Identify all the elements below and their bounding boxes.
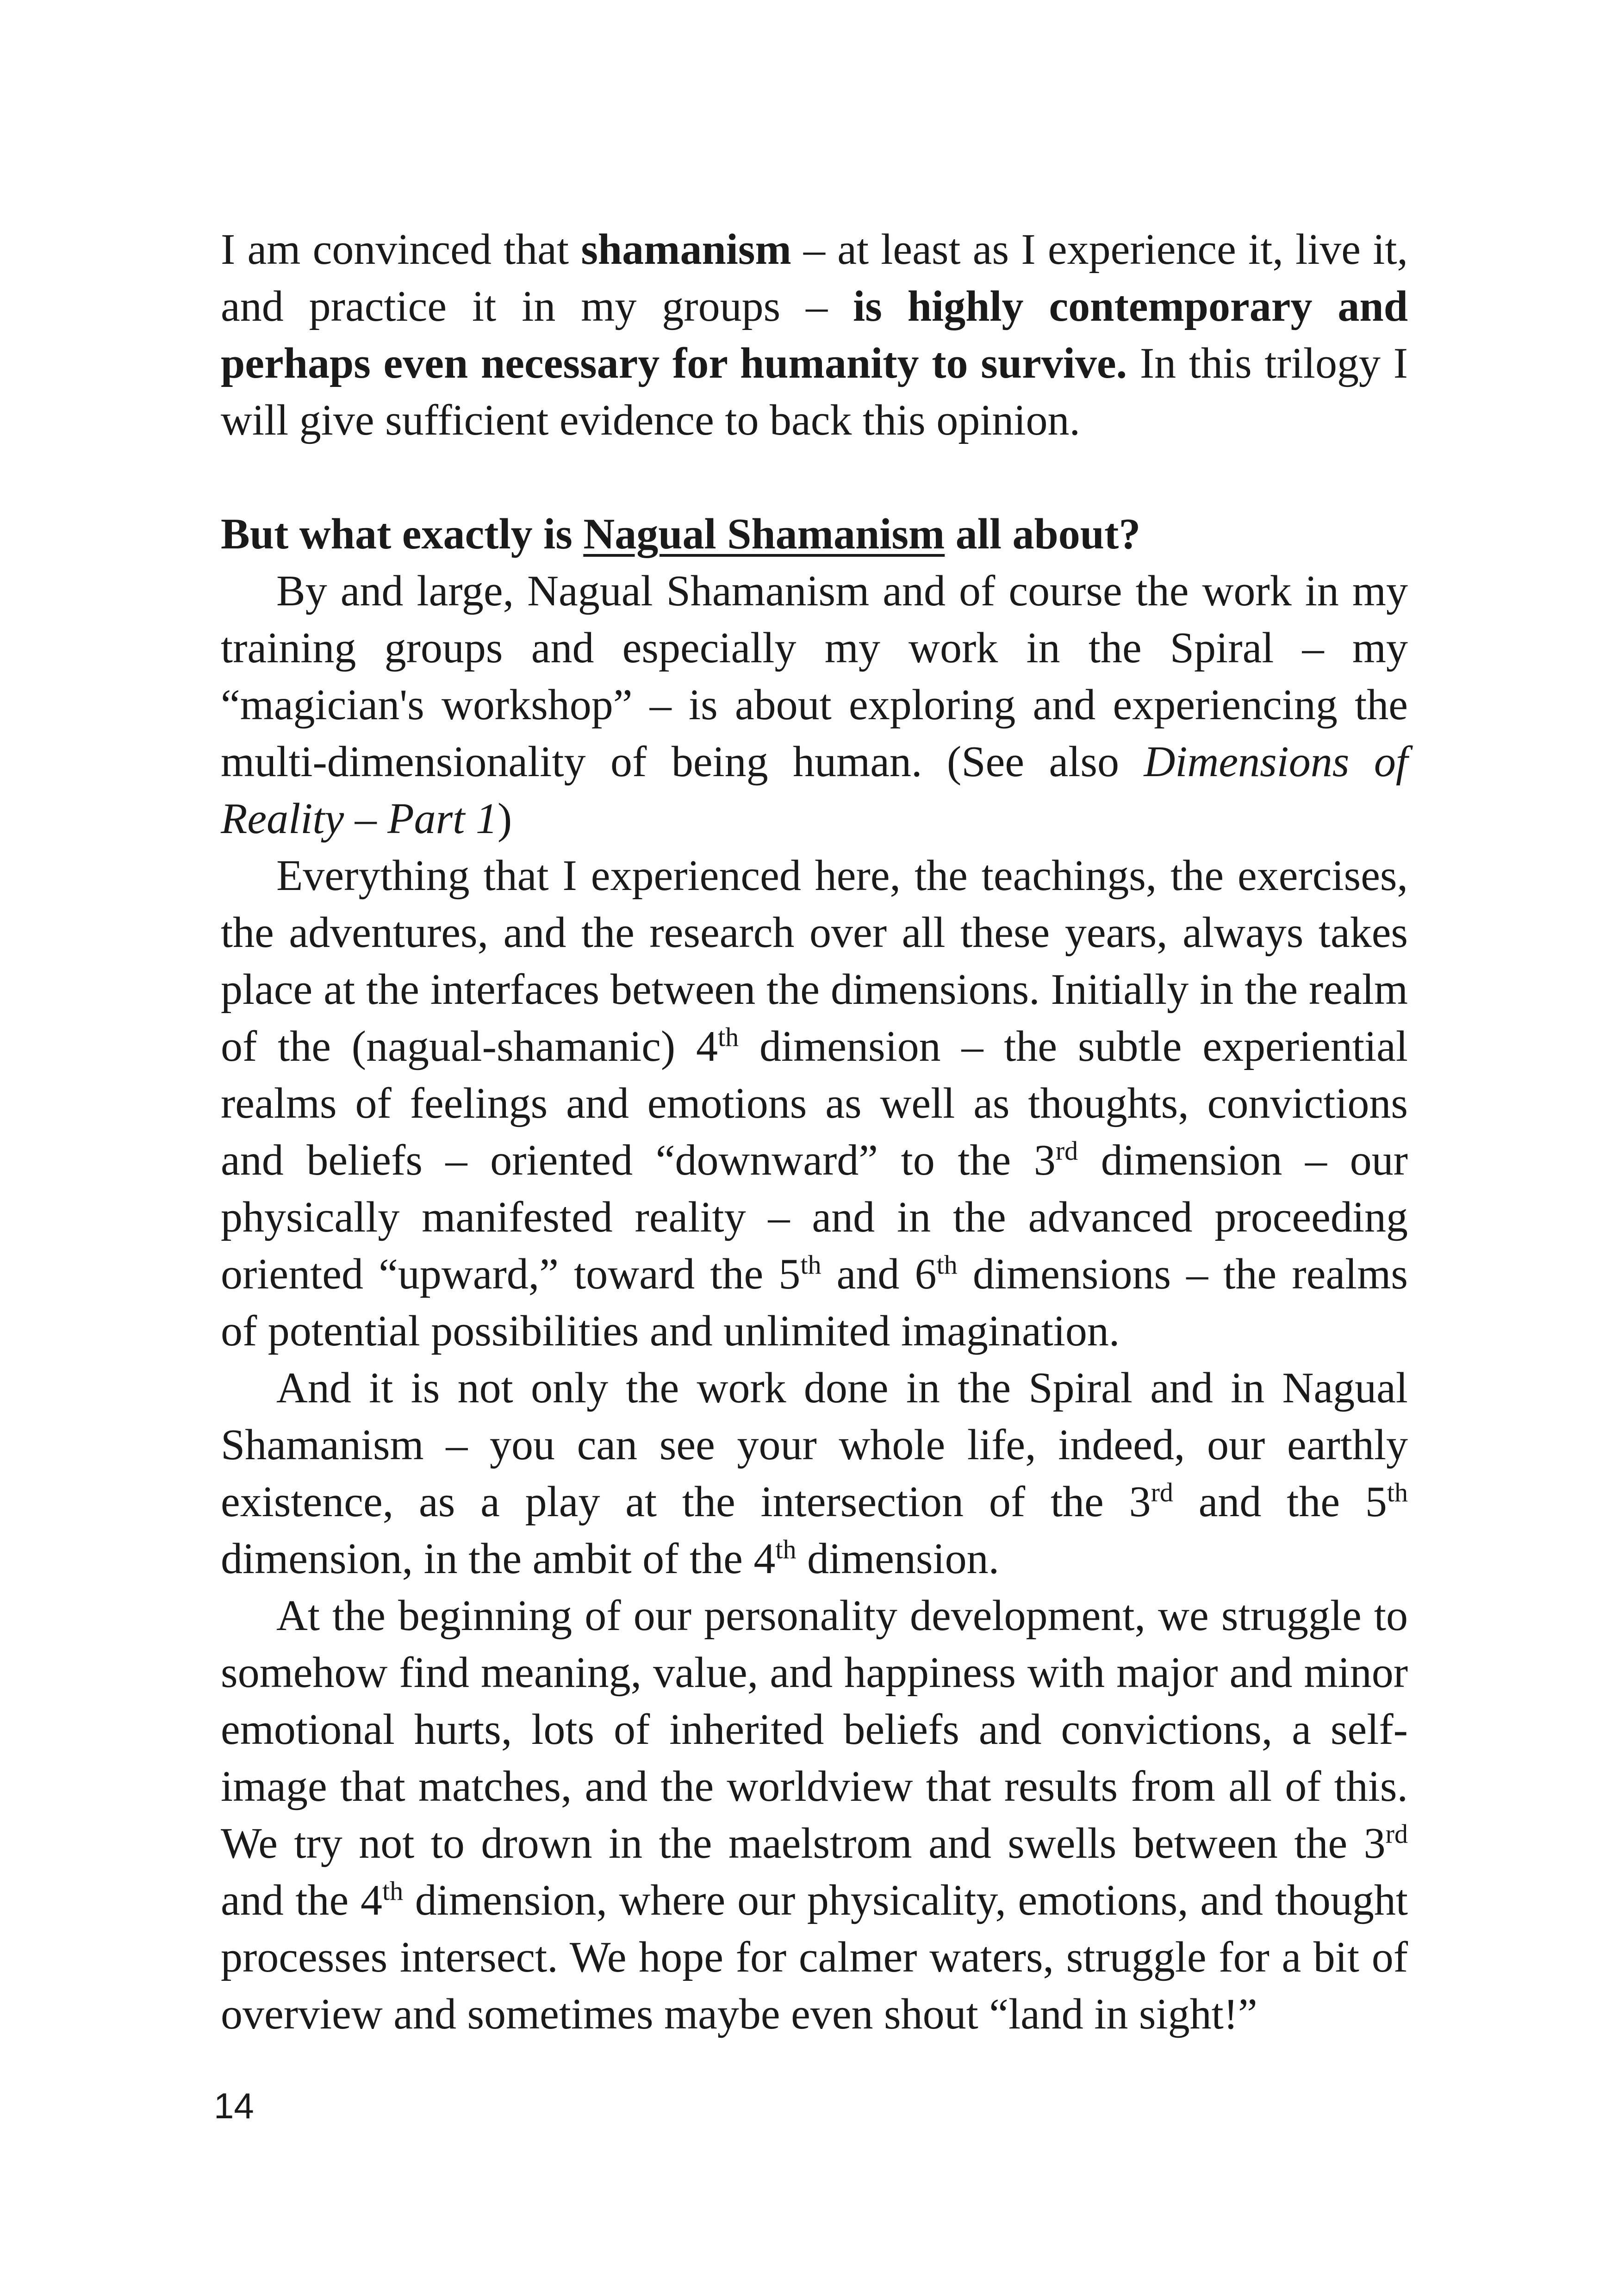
text-run: dimension, in the ambit of the 4 [221, 1535, 776, 1583]
heading-text: But what exactly is [221, 510, 584, 558]
text-run: and 6 [821, 1250, 937, 1298]
text-run: dimension – the subtle experiential realms of feelings and emotions as well as thoughts, convictions and beliefs – oriented “downward” to the 3 [221, 1022, 1408, 1184]
bold-term: shamanism [581, 225, 791, 274]
text-run: In this trilogy I will give sufficient evidence to back this opinion. [221, 339, 1408, 444]
section-heading [221, 506, 1408, 563]
ordinal-suffix: rd [1385, 1819, 1408, 1849]
text-run: dimension. [796, 1535, 1000, 1583]
book-reference: Dimensions of Reality – Part 1 [221, 738, 1408, 843]
ordinal-suffix: rd [1055, 1136, 1078, 1166]
ordinal-suffix: th [1387, 1477, 1408, 1508]
bold-statement: is highly contemporary and perhaps even necessary for humanity to survive. [221, 282, 1408, 387]
ordinal-suffix: th [936, 1250, 958, 1280]
paragraph-multidimensionality [221, 563, 1408, 847]
text-run: I am convinced that [221, 225, 581, 274]
text-run: dimensions – the realms of potential possibilities and unlimited imagination. [221, 1250, 1408, 1355]
paragraph-dimensions [221, 847, 1408, 1360]
ordinal-suffix: th [800, 1250, 821, 1280]
text-run: and the 5 [1173, 1478, 1387, 1526]
paragraph-earthly-existence [221, 1360, 1408, 1587]
paragraph-personality-development [221, 1587, 1408, 2043]
body-text [221, 221, 1408, 2043]
ordinal-suffix: th [382, 1876, 404, 1906]
text-run: – at least as I experience it, live it, and practice it in my groups – [221, 225, 1408, 330]
ordinal-suffix: th [775, 1534, 797, 1565]
text-run: ) [497, 795, 512, 843]
text-run: dimension, where our physicality, emotions, and thought processes intersect. We hope for calmer waters, struggle for a bit of overview and sometimes maybe even shout “land in sight!” [221, 1876, 1408, 2038]
text-run: And it is not only the work done in the Spiral and in Nagual Shamanism – you can see your whole life, indeed, our earthly existence, as a play at the intersection of the 3 [221, 1364, 1408, 1526]
heading-underlined-term: Nagual Shamanism [583, 510, 945, 558]
text-run: Everything that I experienced here, the teachings, the exercises, the adventures, and the research over all these years, always takes place at the interfaces between the dimensions. Initially in the realm of the (nagual-shamanic) 4 [221, 852, 1408, 1070]
text-run: and the 4 [221, 1876, 382, 1924]
text-run: dimension – our physically manifested reality – and in the advanced proceeding oriented “upward,” toward the 5 [221, 1136, 1408, 1298]
paragraph-intro [221, 221, 1408, 449]
ordinal-suffix: th [718, 1022, 739, 1052]
text-run: At the beginning of our personality development, we struggle to somehow find meaning, value, and happiness with major and minor emotional hurts, lots of inherited beliefs and convictions, a self-image that matches, and the worldview that results from all of this. We try not to drown in the maelstrom and swells between the 3 [221, 1592, 1408, 1867]
page-number: 14 [214, 2085, 254, 2126]
heading-text: all about? [945, 510, 1141, 558]
text-run: By and large, Nagual Shamanism and of course the work in my training groups and especially my work in the Spiral – my “magician's workshop” – is about exploring and experiencing the multi-dimensionality of being human. (See also [221, 567, 1408, 786]
ordinal-suffix: rd [1151, 1477, 1173, 1508]
paragraph-gap [221, 449, 1408, 506]
